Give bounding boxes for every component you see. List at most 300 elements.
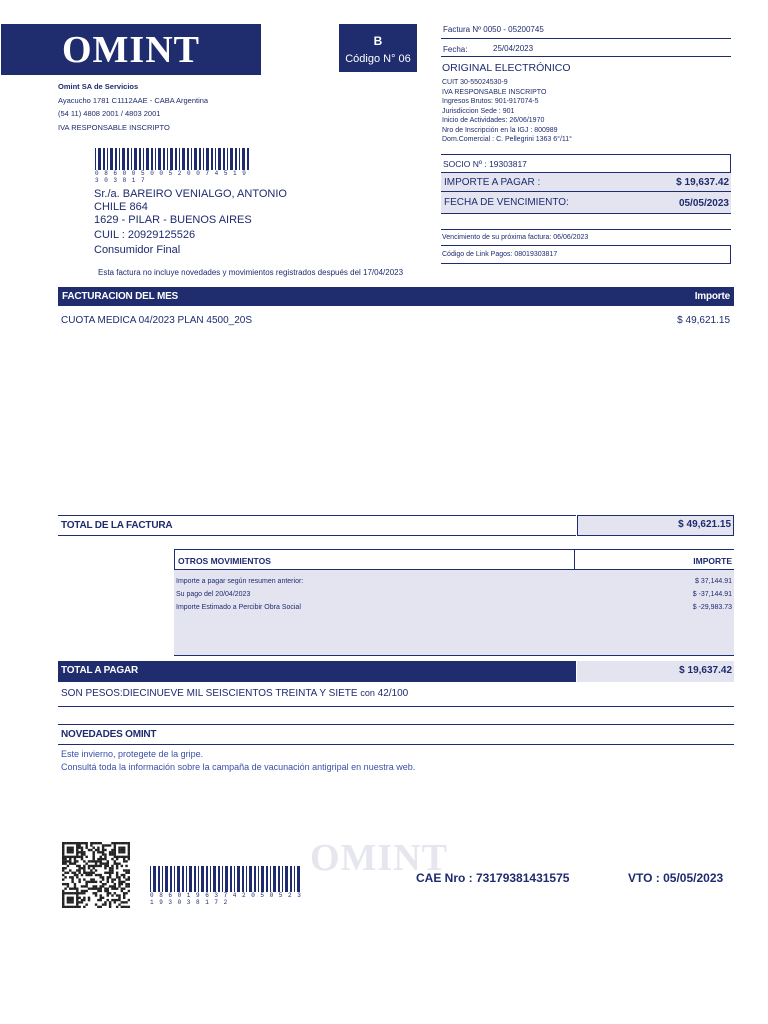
invoice-number-row [441, 21, 731, 39]
qr-module [69, 888, 71, 890]
qr-module [118, 849, 120, 851]
logo-text: OMINT [62, 28, 200, 71]
qr-module [102, 903, 104, 905]
qr-module [109, 885, 111, 887]
qr-module [64, 867, 66, 869]
qr-module [114, 892, 116, 894]
qr-module [67, 865, 69, 867]
total-factura-label: TOTAL DE LA FACTURA [61, 520, 173, 531]
qr-module [83, 872, 85, 874]
qr-module [100, 860, 102, 862]
qr-module [123, 842, 125, 844]
total-pagar-value: $ 19,637.42 [679, 665, 732, 676]
barcode-bar [223, 148, 225, 170]
qr-module [62, 862, 64, 864]
barcode-bar [285, 866, 288, 892]
qr-module [78, 906, 80, 908]
qr-module [67, 842, 69, 844]
qr-module [74, 874, 76, 876]
qr-module [78, 892, 80, 894]
invoice-date-value: 25/04/2023 [493, 44, 534, 53]
qr-module [109, 901, 111, 903]
qr-module [76, 906, 78, 908]
item-description: CUOTA MEDICA 04/2023 PLAN 4500_20S [61, 315, 253, 326]
qr-module [111, 865, 113, 867]
qr-module [107, 890, 109, 892]
qr-module [116, 862, 118, 864]
qr-module [92, 856, 94, 858]
qr-module [97, 890, 99, 892]
qr-module [102, 847, 104, 849]
qr-module [92, 872, 94, 874]
qr-module [90, 842, 92, 844]
qr-module [78, 878, 80, 880]
qr-module [83, 899, 85, 901]
qr-module [104, 872, 106, 874]
qr-module [95, 888, 97, 890]
qr-module [109, 851, 111, 853]
qr-module [64, 892, 66, 894]
qr-module [111, 885, 113, 887]
customer-city: 1629 - PILAR - BUENOS AIRES [94, 214, 252, 226]
qr-module [111, 851, 113, 853]
qr-module [76, 842, 78, 844]
qr-module [83, 890, 85, 892]
qr-module [121, 890, 123, 892]
qr-module [64, 856, 66, 858]
qr-module [81, 901, 83, 903]
qr-module [121, 851, 123, 853]
qr-module [107, 894, 109, 896]
qr-module [83, 885, 85, 887]
otros-header-cell [174, 549, 575, 570]
fiscal-line: CUIT 30-55024530-9 [442, 79, 508, 86]
qr-module [116, 876, 118, 878]
qr-module [81, 847, 83, 849]
qr-module [111, 881, 113, 883]
barcode-bar [239, 148, 240, 170]
proxima-text: Vencimiento de su próxima factura: 06/06/2023 [442, 234, 589, 241]
qr-module [64, 906, 66, 908]
original-electronico: ORIGINAL ELECTRÓNICO [442, 62, 571, 74]
qr-module [111, 858, 113, 860]
barcode-bar [297, 866, 300, 892]
qr-module [107, 860, 109, 862]
otros-item-amount: $ -29,983.73 [692, 604, 732, 611]
barcode-bar [158, 148, 161, 170]
otros-body [174, 570, 734, 656]
qr-module [81, 856, 83, 858]
qr-module [95, 849, 97, 851]
qr-module [114, 888, 116, 890]
qr-module [74, 892, 76, 894]
notice-text: Esta factura no incluye novedades y movimientos registrados después del 17/04/2023 [98, 268, 404, 277]
qr-module [114, 851, 116, 853]
qr-module [100, 862, 102, 864]
fiscal-line: Nro de Inscripción en la IGJ : 800989 [442, 126, 558, 134]
qr-module [85, 847, 87, 849]
barcode-bars [95, 148, 251, 170]
barcode-bar [199, 148, 201, 170]
qr-module [83, 865, 85, 867]
qr-module [69, 892, 71, 894]
qr-module [81, 874, 83, 876]
qr-module [118, 883, 120, 885]
qr-module [100, 876, 102, 878]
qr-module [90, 872, 92, 874]
qr-module [118, 847, 120, 849]
qr-module [81, 885, 83, 887]
qr-module [62, 869, 64, 871]
qr-module [76, 865, 78, 867]
qr-module [109, 867, 111, 869]
company-address: Ayacucho 1781 C1112AAE - CABA Argentina [58, 96, 209, 105]
qr-module [128, 869, 130, 871]
qr-module [62, 901, 64, 903]
importe-label: IMPORTE A PAGAR : [444, 177, 541, 188]
qr-module [123, 858, 125, 860]
qr-module [100, 894, 102, 896]
qr-module [92, 878, 94, 880]
qr-module [62, 906, 64, 908]
qr-module [107, 862, 109, 864]
qr-module [62, 899, 64, 901]
qr-module [123, 892, 125, 894]
qr-module [102, 883, 104, 885]
qr-module [85, 844, 87, 846]
qr-module [71, 872, 73, 874]
qr-module [114, 849, 116, 851]
fiscal-line: Jurisdiccion Sede : 901 [442, 107, 515, 115]
qr-module [114, 844, 116, 846]
qr-module [100, 856, 102, 858]
otros-item-amount: $ -37,144.91 [692, 591, 732, 598]
company-name: Omint SA de Servicios [58, 82, 139, 91]
qr-module [123, 901, 125, 903]
qr-module [83, 860, 85, 862]
barcode-bar [261, 866, 264, 892]
total-pagar-label: TOTAL A PAGAR [61, 665, 139, 676]
barcode-bar [174, 866, 175, 892]
qr-module [107, 865, 109, 867]
omint-watermark: OMINT [310, 837, 448, 879]
qr-module [107, 876, 109, 878]
qr-module [118, 878, 120, 880]
qr-module [100, 885, 102, 887]
qr-module [81, 867, 83, 869]
barcode-bar [158, 866, 160, 892]
barcode-digits: 0 8 6 0 1 9 6 3 7 4 2 0 5 0 5 2 3 1 9 3 0 3 8 1 7 2 [150, 892, 302, 906]
customer-cuil: CUIL : 20929125526 [94, 229, 196, 241]
qr-module [92, 888, 94, 890]
qr-module [97, 858, 99, 860]
qr-module [62, 856, 64, 858]
barcode-bar [134, 148, 137, 170]
qr-module [88, 849, 90, 851]
qr-module [95, 894, 97, 896]
qr-module [125, 901, 127, 903]
qr-module [69, 847, 71, 849]
qr-module [92, 865, 94, 867]
qr-module [83, 897, 85, 899]
qr-module [128, 849, 130, 851]
qr-module [109, 869, 111, 871]
qr-module [83, 853, 85, 855]
qr-module [76, 888, 78, 890]
otros-item-amount: $ 37,144.91 [695, 578, 732, 585]
qr-module [128, 872, 130, 874]
qr-module [71, 899, 73, 901]
qr-module [116, 867, 118, 869]
qr-module [95, 860, 97, 862]
qr-module [74, 858, 76, 860]
qr-module [78, 865, 80, 867]
qr-module [97, 842, 99, 844]
qr-module [123, 894, 125, 896]
qr-module [95, 885, 97, 887]
qr-module [116, 856, 118, 858]
qr-module [85, 862, 87, 864]
qr-module [67, 892, 69, 894]
qr-module [100, 874, 102, 876]
customer-name: Sr./a. BAREIRO VENIALGO, ANTONIO [94, 188, 287, 200]
qr-module [107, 881, 109, 883]
qr-module [71, 876, 73, 878]
otros-item-description: Importe Estimado a Percibir Obra Social [176, 604, 301, 611]
qr-module [85, 842, 87, 844]
barcode-bar [98, 148, 101, 170]
barcode-bar [131, 148, 132, 170]
barcode-bar [170, 866, 172, 892]
qr-module [125, 892, 127, 894]
total-factura-value-cell [577, 515, 734, 536]
qr-module [74, 872, 76, 874]
qr-module [88, 888, 90, 890]
fiscal-line: Dom.Comercial : C. Pellegrini 1363 6°/11° [442, 136, 572, 143]
qr-module [111, 867, 113, 869]
barcode-bar [266, 866, 268, 892]
qr-module [81, 899, 83, 901]
qr-module [102, 858, 104, 860]
qr-module [109, 853, 111, 855]
qr-module [69, 876, 71, 878]
qr-module [123, 874, 125, 876]
qr-module [69, 899, 71, 901]
qr-module [114, 883, 116, 885]
otros-title: OTROS MOVIMIENTOS [178, 556, 271, 566]
barcode-bar [210, 866, 211, 892]
qr-module [78, 901, 80, 903]
qr-module [74, 885, 76, 887]
qr-module [88, 897, 90, 899]
qr-module [114, 862, 116, 864]
qr-module [123, 851, 125, 853]
qr-module [62, 883, 64, 885]
qr-module [67, 849, 69, 851]
qr-module [62, 867, 64, 869]
barcode-bar [270, 866, 271, 892]
qr-module [76, 894, 78, 896]
qr-module [111, 888, 113, 890]
qr-module [118, 894, 120, 896]
qr-module [64, 888, 66, 890]
qr-module [64, 876, 66, 878]
qr-module [69, 906, 71, 908]
qr-module [76, 856, 78, 858]
fiscal-line: Ingresos Brutos: 901-917074-5 [442, 98, 539, 105]
qr-module [88, 860, 90, 862]
qr-module [67, 851, 69, 853]
invoice-date-label: Fecha: [443, 45, 468, 54]
qr-module [107, 892, 109, 894]
qr-module [104, 901, 106, 903]
barcode-digits: 0 8 6 0 0 5 0 0 5 2 0 0 7 4 5 1 9 3 0 3 8 1 7 [95, 170, 247, 184]
qr-module [92, 858, 94, 860]
barcode-bar [227, 148, 228, 170]
qr-module [83, 892, 85, 894]
qr-module [76, 899, 78, 901]
barcode-bar [150, 866, 151, 892]
barcode-bar [249, 866, 252, 892]
facturacion-title: FACTURACION DEL MES [62, 291, 179, 302]
qr-module [107, 899, 109, 901]
proxima-row [441, 229, 731, 246]
qr-module [62, 903, 64, 905]
company-phones: (54 11) 4808 2001 / 4803 2001 [58, 109, 161, 118]
qr-module [128, 885, 130, 887]
qr-module [67, 860, 69, 862]
qr-module [76, 874, 78, 876]
qr-module [76, 901, 78, 903]
qr-module [125, 865, 127, 867]
barcode-bar [194, 866, 196, 892]
barcode-bar [177, 866, 180, 892]
qr-module [114, 860, 116, 862]
qr-module [107, 878, 109, 880]
qr-module [76, 851, 78, 853]
qr-module [123, 849, 125, 851]
qr-module [64, 858, 66, 860]
vencimiento-row [441, 192, 731, 214]
qr-module [109, 874, 111, 876]
qr-module [62, 844, 64, 846]
qr-module [121, 849, 123, 851]
qr-module [69, 858, 71, 860]
qr-module [114, 878, 116, 880]
barcode-bar [115, 148, 117, 170]
qr-module [67, 883, 69, 885]
qr-module [109, 906, 111, 908]
barcode-bar [187, 148, 189, 170]
qr-module [78, 867, 80, 869]
qr-module [116, 872, 118, 874]
qr-module [92, 867, 94, 869]
qr-module [62, 890, 64, 892]
qr-module [100, 842, 102, 844]
qr-module [121, 842, 123, 844]
qr-module [85, 881, 87, 883]
qr-module [111, 899, 113, 901]
qr-module [90, 881, 92, 883]
qr-module [81, 853, 83, 855]
qr-module [121, 881, 123, 883]
qr-module [76, 844, 78, 846]
qr-module [81, 890, 83, 892]
barcode-bar [242, 866, 244, 892]
qr-module [62, 858, 64, 860]
qr-module [92, 842, 94, 844]
customer-condition: Consumidor Final [94, 244, 181, 256]
qr-module [128, 856, 130, 858]
qr-module [118, 851, 120, 853]
qr-module [104, 856, 106, 858]
qr-module [116, 842, 118, 844]
qr-module [95, 903, 97, 905]
qr-module [92, 892, 94, 894]
qr-module [71, 881, 73, 883]
qr-module [76, 903, 78, 905]
item-amount: $ 49,621.15 [677, 315, 730, 326]
company-iva: IVA RESPONSABLE INSCRIPTO [58, 123, 170, 132]
qr-module [121, 865, 123, 867]
qr-module [62, 860, 64, 862]
qr-module [125, 869, 127, 871]
invoice-letter: B [373, 34, 383, 48]
barcode-bar [103, 148, 105, 170]
qr-module [85, 903, 87, 905]
qr-module [123, 856, 125, 858]
barcode-bar [230, 866, 232, 892]
qr-module [97, 849, 99, 851]
barcode-bar [146, 148, 149, 170]
qr-module [116, 906, 118, 908]
qr-module [71, 901, 73, 903]
otros-amount-header: IMPORTE [693, 556, 732, 566]
qr-module [125, 883, 127, 885]
barcode-bar [218, 866, 220, 892]
qr-module [123, 847, 125, 849]
qr-module [78, 847, 80, 849]
qr-module [114, 853, 116, 855]
qr-module [76, 892, 78, 894]
qr-module [111, 849, 113, 851]
qr-module [62, 847, 64, 849]
vencimiento-value: 05/05/2023 [678, 198, 729, 209]
qr-module [125, 842, 127, 844]
qr-module [67, 847, 69, 849]
qr-module [116, 874, 118, 876]
facturacion-header [58, 287, 734, 306]
link-pagos-row [441, 246, 731, 264]
qr-module [81, 851, 83, 853]
qr-module [104, 853, 106, 855]
qr-module [116, 899, 118, 901]
barcode-bar [237, 866, 240, 892]
socio-number: SOCIO Nº : 19303817 [443, 159, 527, 169]
barcode-bars [150, 866, 304, 892]
novedades-line: Consultá toda la información sobre la campaña de vacunación antigripal en nuestra web. [61, 762, 416, 772]
qr-module [116, 894, 118, 896]
barcode-bar [95, 148, 96, 170]
qr-module [123, 876, 125, 878]
barcode-bar [225, 866, 228, 892]
qr-module [71, 847, 73, 849]
qr-module [128, 844, 130, 846]
top-barcode [95, 148, 251, 184]
qr-module [118, 876, 120, 878]
qr-module [92, 885, 94, 887]
qr-module [69, 897, 71, 899]
